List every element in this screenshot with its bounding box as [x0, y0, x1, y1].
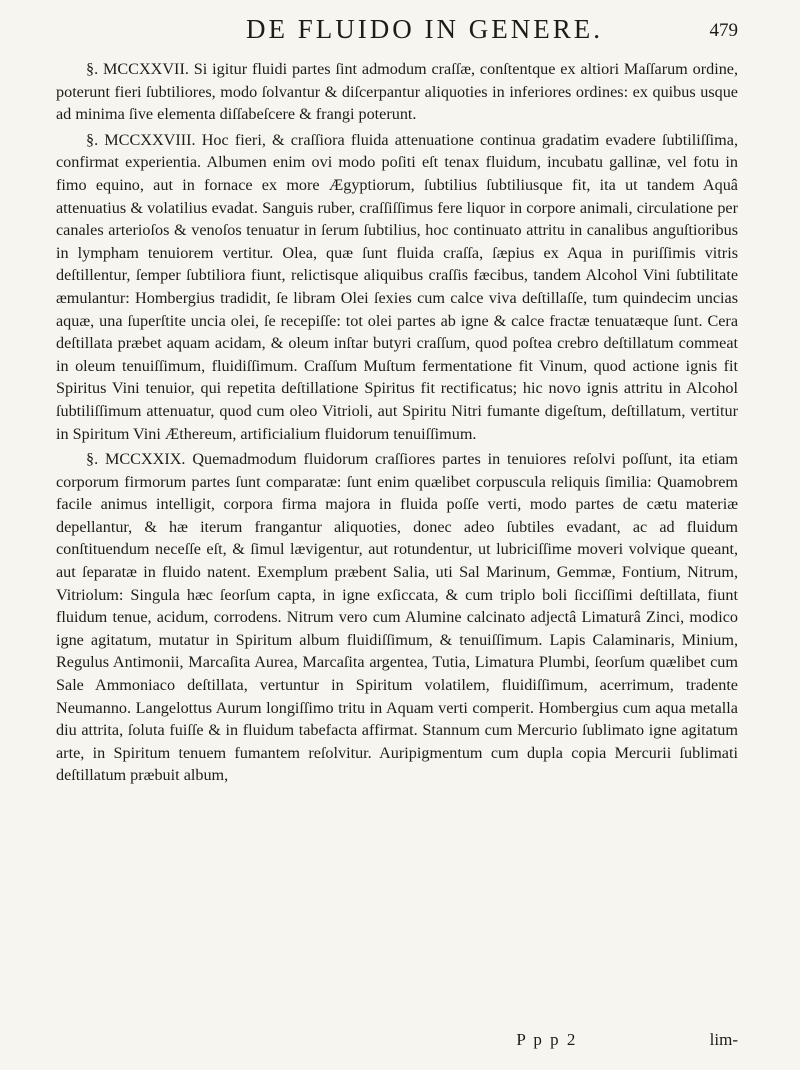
page-number: 479: [709, 20, 738, 41]
body-text: [56, 58, 738, 787]
page-footer: [516, 1030, 738, 1050]
signature-mark: P p p 2: [516, 1030, 578, 1049]
paragraph-text: Quemadmodum fluidorum craſſiores partes in tenuiores reſolvi poſſunt, ita etiam corporum firmorum partes ſunt comparatæ: ſunt enim quælibet corpuscula reliquis ſimilia: Quamobrem facile animus intelligit, corpora firma majora in fluida poſſe verti, modo partes de cætu materiæ depellantur, & hæ iterum frangantur aliquoties, donec adeo ſubtiles evadant, ac ad fluidum conſtituendum neceſſe eſt, & ſimul lævigentur, aut rotundentur, ut lubriciſſime moveri volvique queant, aut ſeparatæ in fluido natent. Exemplum præbent Salia, uti Sal Marinum, Gemmæ, Fontium, Nitrum, Vitriolum: Singula hæc ſeorſum capta, in igne exſiccata, & cum triplo boli ſicciſſimi deſtillata, fiunt fluidum tenue, acidum, corrodens. Nitrum vero cum Alumine calcinato adjectâ Limaturâ Zinci, modico igne agitatum, mutatur in Spiritum album fluidiſſimum, & tenuiſſimum. Lapis Calaminaris, Minium, Regulus Antimonii, Marcaſita Aurea, Marcaſita argentea, Tutia, Limatura Plumbi, ſeorſum quælibet cum Sale Ammoniaco deſtillata, vertuntur in Spiritum volatilem, fluidiſſimum, acerrimum, tradente Neumanno. Langelottus Aurum longiſſimo tritu in Aquam verti comperit. Hombergius cum aqua metalla diu attrita, ſoluta fuiſſe & in fluidum tabefacta affirmat. Stannum cum Mercurio ſublimato igne agitatum arte, in Spiritum tenuem fumantem reſolvitur. Auripigmentum cum dupla copia Mercurii ſublimati deſtillatum præbuit album,: [56, 450, 739, 785]
catchword: lim-: [709, 1030, 738, 1049]
paragraph-text: Hoc fieri, & craſſiora fluida attenuatione continua gradatim evadere ſubtiliſſima, confirmat experientia. Albumen enim ovi modo poſiti eſt tenax fluidum, incubatu gallinæ, vel fotu in fimo equino, aut in fornace ex more Ægyptiorum, ſubtilius ſubtiliusque fit, ita ut tandem Aquâ attenuatius & volatilius evadat. Sanguis ruber, craſſiſſimus fere liquor in corpore animali, circulatione per canales arterioſos & venoſos tenuatur in ſerum ſubtilius, hoc continuato attritu in canalibus anguſtioribus in lympham tenuiorem vertitur. Olea, quæ ſunt fluida craſſa, ſæpius ex Aqua in puriſſimis vitris deſtillentur, ſemper ſubtiliora fiunt, relictisque aliquibus craſſis fæcibus, tandem Alcohol Vini ſubtilitate æmulantur: Hombergius tradidit, ſe libram Olei ſexies cum calce viva deſtillaſſe, tum quindecim uncias aquæ, una ſuperſtite uncia olei, ſe recepiſſe: tot olei partes ab igne & calce fractæ tenuatæque ſunt. Cera deſtillata præbet aquam acidam, & oleum inſtar butyri craſſum, quod poſtea crebro deſtillatum commeat in oleum tenuiſſimum, fluidiſſimum. Craſſum Muſtum fermentatione fit Vinum, quod actione ignis fit Spiritus Vini tenuior, qui repetita deſtillatione Spiritus fit rectificatus; hic novo ignis attritu in Alcohol ſubtiliſſimum attenuatur, quod cum oleo Vitrioli, aut Spiritu Nitri fumante digeſtum, deſtillatum, vertitur in Spiritum Vini Æthereum, artificialium fluidorum tenuiſſimum.: [56, 130, 739, 443]
paragraph-text: Si igitur fluidi partes ſint admodum craſſæ, conſtentque ex altiori Maſſarum ordine, poterunt fieri ſubtiliores, modo ſolvantur & diſcerpantur aliquoties in inferiores ordines: ex quibus usque ad minima ſive elementa diſſabeſcere & frangi poterunt.: [56, 60, 739, 124]
paragraph-mccxxix: [56, 448, 738, 787]
section-number: §. MCCXXVII.: [86, 60, 189, 78]
running-title: DE FLUIDO IN GENERE.: [246, 14, 603, 44]
paragraph-mccxxviii: [56, 129, 738, 445]
section-number: §. MCCXXIX.: [86, 450, 186, 469]
running-head: [56, 0, 738, 60]
paragraph-mccxxvii: [56, 58, 738, 126]
section-number: §. MCCXXVIII.: [86, 130, 196, 149]
